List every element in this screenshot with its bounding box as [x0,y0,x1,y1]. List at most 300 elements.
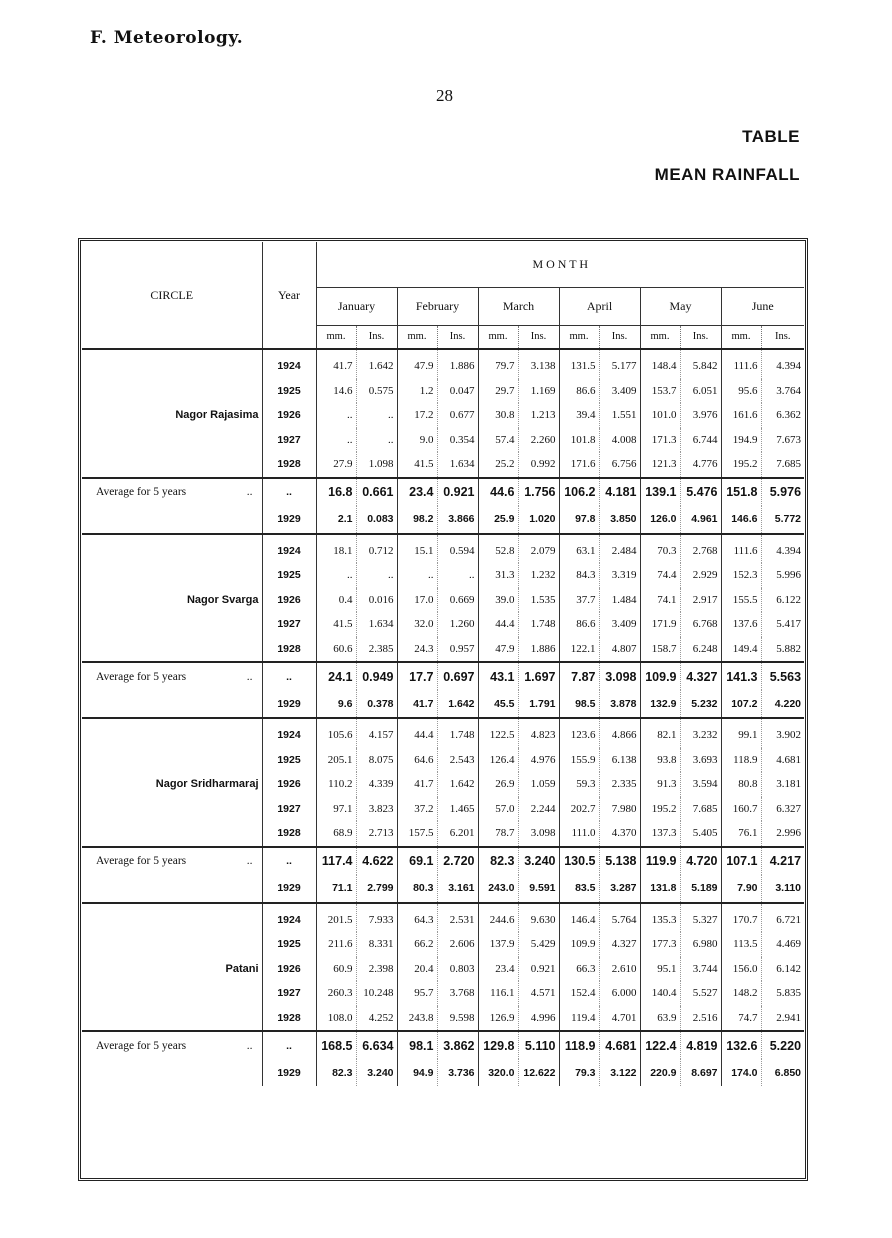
value-cell: 4.866 [599,718,640,748]
value-cell: 109.9 [640,662,680,690]
average-label: Average for 5 years .. [82,662,262,690]
value-cell: 108.0 [316,1006,356,1032]
unit-mm: mm. [316,325,356,349]
value-cell: 5.417 [776,618,802,631]
unit-ins: Ins. [518,325,559,349]
value-cell: 111.0 [559,821,599,847]
value-cell: 170.7 [721,903,761,933]
value-cell: 3.866 [448,513,475,525]
value-cell: 6.201 [449,827,475,840]
value-cell: 107.2 [721,690,761,718]
value-cell: 41.7 [316,349,356,379]
year-1929-row [82,506,804,534]
value-cell: 23.4 [478,957,518,982]
value-cell: 31.3 [478,563,518,588]
value-cell: 5.138 [599,847,640,875]
value-cell: 6.980 [692,938,718,951]
value-cell: 111.6 [721,534,761,564]
value-cell: 105.6 [316,718,356,748]
value-cell: 98.5 [559,690,599,718]
value-cell: 118.9 [559,1031,599,1059]
value-cell: 4.327 [611,938,637,951]
value-cell: 1.642 [448,697,475,710]
value-cell: 107.1 [721,847,761,875]
value-cell: 6.051 [692,384,718,397]
value-cell: 3.319 [611,569,637,582]
value-cell: 1.634 [368,618,394,631]
year-cell: 1926 [262,588,316,613]
value-cell: 1.232 [530,569,556,582]
value-cell: 97.8 [559,506,599,534]
value-cell: 2.720 [437,847,478,875]
value-cell: 0.669 [449,593,475,606]
value-cell: 0.378 [367,697,394,710]
value-cell: 98.2 [397,506,437,534]
value-cell: 0.712 [356,534,397,564]
value-cell: 4.823 [518,718,559,748]
value-cell: 70.3 [640,534,680,564]
value-cell: 4.701 [611,1011,637,1024]
unit-ins: Ins. [356,325,397,349]
value-cell: 110.2 [316,772,356,797]
value-cell: 0.803 [449,962,475,975]
year-cell: 1928 [262,452,316,478]
average-year: .. [262,478,316,506]
value-cell: 30.8 [478,403,518,428]
value-cell: 79.7 [478,349,518,379]
value-cell: 160.7 [721,797,761,822]
value-cell: 220.9 [640,1059,680,1086]
value-cell: 47.9 [478,637,518,663]
year-cell: 1925 [262,932,316,957]
value-cell: 60.6 [316,637,356,663]
value-cell: 0.354 [449,433,475,446]
value-cell: 5.110 [518,1031,559,1059]
value-cell: 2.610 [611,962,637,975]
value-cell: 7.90 [721,875,761,903]
value-cell: .. [388,409,394,422]
value-cell: 7.980 [611,802,637,815]
blank-label [82,875,262,903]
value-cell: 2.516 [692,1011,718,1024]
month-january: January [316,287,397,325]
value-cell: 146.6 [721,506,761,534]
value-cell: 80.3 [397,875,437,903]
value-cell: 9.630 [518,903,559,933]
value-cell: 139.1 [640,478,680,506]
value-cell: 1.465 [449,802,475,815]
value-cell: 0.575 [368,384,394,397]
value-cell: 2.244 [530,802,556,815]
value-cell: 4.776 [692,458,718,471]
value-cell: 3.240 [367,1066,394,1079]
value-cell: 18.1 [316,534,356,564]
value-cell: 146.4 [559,903,599,933]
average-dots: .. [246,486,253,498]
value-cell: 27.9 [316,452,356,478]
value-cell: 4.961 [691,513,718,525]
average-year: .. [262,847,316,875]
value-cell: 6.768 [692,618,718,631]
value-cell: 0.594 [437,534,478,564]
year-cell: 1925 [262,563,316,588]
average-year: .. [262,662,316,690]
value-cell: 2.768 [680,534,721,564]
value-cell: 1.634 [449,458,475,471]
value-cell: 6.634 [356,1031,397,1059]
value-cell: 41.5 [397,452,437,478]
unit-mm: mm. [478,325,518,349]
value-cell: 101.8 [559,428,599,453]
value-cell: 5.764 [599,903,640,933]
value-cell: 117.4 [316,847,356,875]
value-cell: 2.917 [692,593,718,606]
value-cell: 37.2 [397,797,437,822]
value-cell: 126.9 [478,1006,518,1032]
value-cell: 195.2 [640,797,680,822]
value-cell: 4.008 [611,433,637,446]
value-cell: 3.850 [610,513,637,525]
year-cell: 1928 [262,1006,316,1032]
value-cell: 5.527 [692,987,718,1000]
value-cell: 74.7 [721,1006,761,1032]
value-cell: 6.138 [611,753,637,766]
value-cell: 3.823 [368,802,394,815]
value-cell: 202.7 [559,797,599,822]
value-cell: 0.016 [368,593,394,606]
value-cell: 4.370 [611,827,637,840]
value-cell: 2.484 [599,534,640,564]
value-cell: 6.142 [776,962,802,975]
value-cell: 6.327 [776,802,802,815]
year-cell: 1926 [262,957,316,982]
average-row [82,847,804,875]
value-cell: 41.7 [397,772,437,797]
value-cell: 44.4 [478,612,518,637]
value-cell: 3.161 [448,882,475,894]
value-cell: 4.469 [776,938,802,951]
value-cell: 17.7 [397,662,437,690]
unit-mm: mm. [397,325,437,349]
value-cell: 5.177 [599,349,640,379]
page-number: 28 [436,86,453,105]
value-cell: 95.7 [397,981,437,1006]
month-header: M O N T H [316,242,804,287]
value-cell: 98.1 [397,1031,437,1059]
value-cell: 1.642 [449,778,475,791]
value-cell: 5.835 [776,987,802,1000]
value-cell: 3.744 [692,962,718,975]
value-cell: 93.8 [640,748,680,773]
month-april: April [559,287,640,325]
year-1929-row [82,875,804,903]
value-cell: 8.331 [368,938,394,951]
value-cell: 109.9 [559,932,599,957]
value-cell: 0.949 [356,662,397,690]
value-cell: .. [316,563,356,588]
value-cell: 320.0 [478,1059,518,1086]
value-cell: .. [397,563,437,588]
circle-name: Nagor Svarga [82,534,262,663]
value-cell: 86.6 [559,379,599,404]
value-cell: 25.2 [478,452,518,478]
value-cell: 57.4 [478,428,518,453]
value-cell: 3.764 [776,384,802,397]
value-cell: 3.693 [692,753,718,766]
value-cell: 1.535 [530,593,556,606]
value-cell: 2.335 [611,778,637,791]
value-cell: 0.4 [316,588,356,613]
year-cell: 1925 [262,748,316,773]
value-cell: 1.748 [437,718,478,748]
value-cell: 119.9 [640,847,680,875]
value-cell: 5.882 [776,642,802,655]
year-header: Year [262,242,316,349]
value-cell: 79.3 [559,1059,599,1086]
value-cell: 8.697 [691,1066,718,1079]
value-cell: 20.4 [397,957,437,982]
value-cell: 3.110 [775,882,802,894]
value-cell: 4.681 [599,1031,640,1059]
value-cell: 23.4 [397,478,437,506]
value-cell: 2.543 [449,753,475,766]
value-cell: 4.252 [368,1011,394,1024]
value-cell: 3.098 [530,827,556,840]
value-cell: 116.1 [478,981,518,1006]
value-cell: 86.6 [559,612,599,637]
value-cell: 4.571 [530,987,556,1000]
year-cell: 1924 [262,534,316,564]
value-cell: 148.2 [721,981,761,1006]
value-cell: 0.957 [449,642,475,655]
value-cell: 5.772 [774,513,802,525]
value-cell: 6.744 [692,433,718,446]
value-cell: 76.1 [721,821,761,847]
value-cell: 4.976 [530,753,556,766]
value-cell: 177.3 [640,932,680,957]
value-cell: 82.1 [640,718,680,748]
rainfall-table [82,242,804,1086]
year-cell: 1929 [262,690,316,718]
table-row [82,534,804,564]
value-cell: 0.921 [437,478,478,506]
value-cell: 63.1 [559,534,599,564]
value-cell: 2.385 [368,642,394,655]
value-cell: 1.098 [368,458,394,471]
average-dots: .. [246,855,253,867]
month-february: February [397,287,478,325]
value-cell: 94.9 [397,1059,437,1086]
circle-header: CIRCLE [150,287,194,302]
value-cell: 74.1 [640,588,680,613]
value-cell: 4.339 [368,778,394,791]
value-cell: 74.4 [640,563,680,588]
value-cell: 25.9 [478,506,518,534]
value-cell: 0.921 [530,962,556,975]
year-cell: 1927 [262,612,316,637]
unit-ins: Ins. [437,325,478,349]
value-cell: 7.933 [356,903,397,933]
value-cell: 4.327 [680,662,721,690]
value-cell: 82.3 [478,847,518,875]
value-cell: 4.394 [761,534,804,564]
value-cell: 4.394 [761,349,804,379]
value-cell: 126.4 [478,748,518,773]
value-cell: 4.622 [356,847,397,875]
value-cell: 122.5 [478,718,518,748]
value-cell: 3.232 [680,718,721,748]
value-cell: 91.3 [640,772,680,797]
average-dots: .. [246,670,253,683]
value-cell: 3.181 [776,778,802,791]
value-cell: 41.7 [397,690,437,718]
value-cell: 0.661 [356,478,397,506]
value-cell: 7.685 [692,802,718,815]
year-cell: 1925 [262,379,316,404]
value-cell: 2.941 [776,1011,802,1024]
value-cell: 129.8 [478,1031,518,1059]
year-cell: 1929 [262,506,316,534]
value-cell: 101.0 [640,403,680,428]
value-cell: 0.697 [437,662,478,690]
unit-mm: mm. [559,325,599,349]
value-cell: 68.9 [316,821,356,847]
value-cell: 95.6 [721,379,761,404]
value-cell: 29.7 [478,379,518,404]
value-cell: 158.7 [640,637,680,663]
value-cell: 4.181 [599,478,640,506]
circle-name: Patani [82,903,262,1032]
unit-ins: Ins. [599,325,640,349]
value-cell: 9.0 [397,428,437,453]
value-cell: 153.7 [640,379,680,404]
value-cell: 1.886 [437,349,478,379]
value-cell: 244.6 [478,903,518,933]
value-cell: 2.929 [692,569,718,582]
value-cell: 5.429 [530,938,556,951]
value-cell: 1.886 [530,642,556,655]
value-cell: 194.9 [721,428,761,453]
value-cell: 3.240 [518,847,559,875]
value-cell: 131.8 [640,875,680,903]
value-cell: 2.606 [449,938,475,951]
value-cell: 132.6 [721,1031,761,1059]
value-cell: 26.9 [478,772,518,797]
value-cell: 171.9 [640,612,680,637]
value-cell: 2.398 [368,962,394,975]
value-cell: 60.9 [316,957,356,982]
value-cell: .. [469,569,475,582]
value-cell: 95.1 [640,957,680,982]
value-cell: .. [388,569,394,582]
value-cell: 63.9 [640,1006,680,1032]
value-cell: 1.551 [611,409,637,422]
value-cell: 5.232 [691,697,718,710]
value-cell: 3.878 [610,697,637,710]
value-cell: 1.748 [530,618,556,631]
value-cell: 118.9 [721,748,761,773]
value-cell: .. [316,403,356,428]
value-cell: 2.713 [368,827,394,840]
value-cell: 7.87 [559,662,599,690]
value-cell: 2.1 [316,506,356,534]
value-cell: 1.791 [529,697,556,710]
value-cell: 171.3 [640,428,680,453]
table-row [82,718,804,748]
value-cell: .. [316,428,356,453]
value-cell: 4.819 [680,1031,721,1059]
value-cell: 149.4 [721,637,761,663]
average-dots: .. [246,1039,253,1052]
value-cell: 140.4 [640,981,680,1006]
value-cell: 6.850 [774,1066,802,1079]
year-cell: 1928 [262,821,316,847]
month-may: May [640,287,721,325]
value-cell: 1.260 [449,618,475,631]
value-cell: 59.3 [559,772,599,797]
value-cell: 7.673 [776,433,802,446]
year-cell: 1927 [262,428,316,453]
value-cell: 161.6 [721,403,761,428]
value-cell: 66.2 [397,932,437,957]
value-cell: 5.842 [680,349,721,379]
value-cell: 6.756 [611,458,637,471]
value-cell: 1.059 [530,778,556,791]
value-cell: 4.807 [611,642,637,655]
value-cell: 5.220 [761,1031,804,1059]
value-cell: 1.020 [529,513,556,525]
value-cell: 2.079 [518,534,559,564]
month-march: March [478,287,559,325]
value-cell: 1.756 [518,478,559,506]
value-cell: 135.3 [640,903,680,933]
value-cell: 0.083 [367,513,394,525]
section-heading: F. Meteorology. [90,28,244,48]
value-cell: 71.1 [316,875,356,903]
value-cell: 39.0 [478,588,518,613]
value-cell: 243.0 [478,875,518,903]
year-cell: 1927 [262,981,316,1006]
value-cell: 6.122 [776,593,802,606]
year-cell: 1928 [262,637,316,663]
value-cell: 44.6 [478,478,518,506]
value-cell: 97.1 [316,797,356,822]
value-cell: 137.9 [478,932,518,957]
value-cell: 64.6 [397,748,437,773]
unit-mm: mm. [640,325,680,349]
value-cell: 130.5 [559,847,599,875]
value-cell: 4.996 [530,1011,556,1024]
value-cell: 17.0 [397,588,437,613]
value-cell: 141.3 [721,662,761,690]
value-cell: 4.720 [680,847,721,875]
value-cell: 5.327 [680,903,721,933]
circle-name: Nagor Rajasima [82,349,262,478]
value-cell: 0.047 [449,384,475,397]
value-cell: 44.4 [397,718,437,748]
value-cell: 7.685 [776,458,802,471]
value-cell: 4.681 [776,753,802,766]
year-cell: 1929 [262,1059,316,1086]
average-label: Average for 5 years .. [82,847,262,875]
value-cell: 43.1 [478,662,518,690]
value-cell: 3.736 [448,1066,475,1079]
value-cell: 83.5 [559,875,599,903]
value-cell: 1.2 [397,379,437,404]
value-cell: 99.1 [721,718,761,748]
value-cell: 3.409 [611,384,637,397]
value-cell: 9.598 [449,1011,475,1024]
